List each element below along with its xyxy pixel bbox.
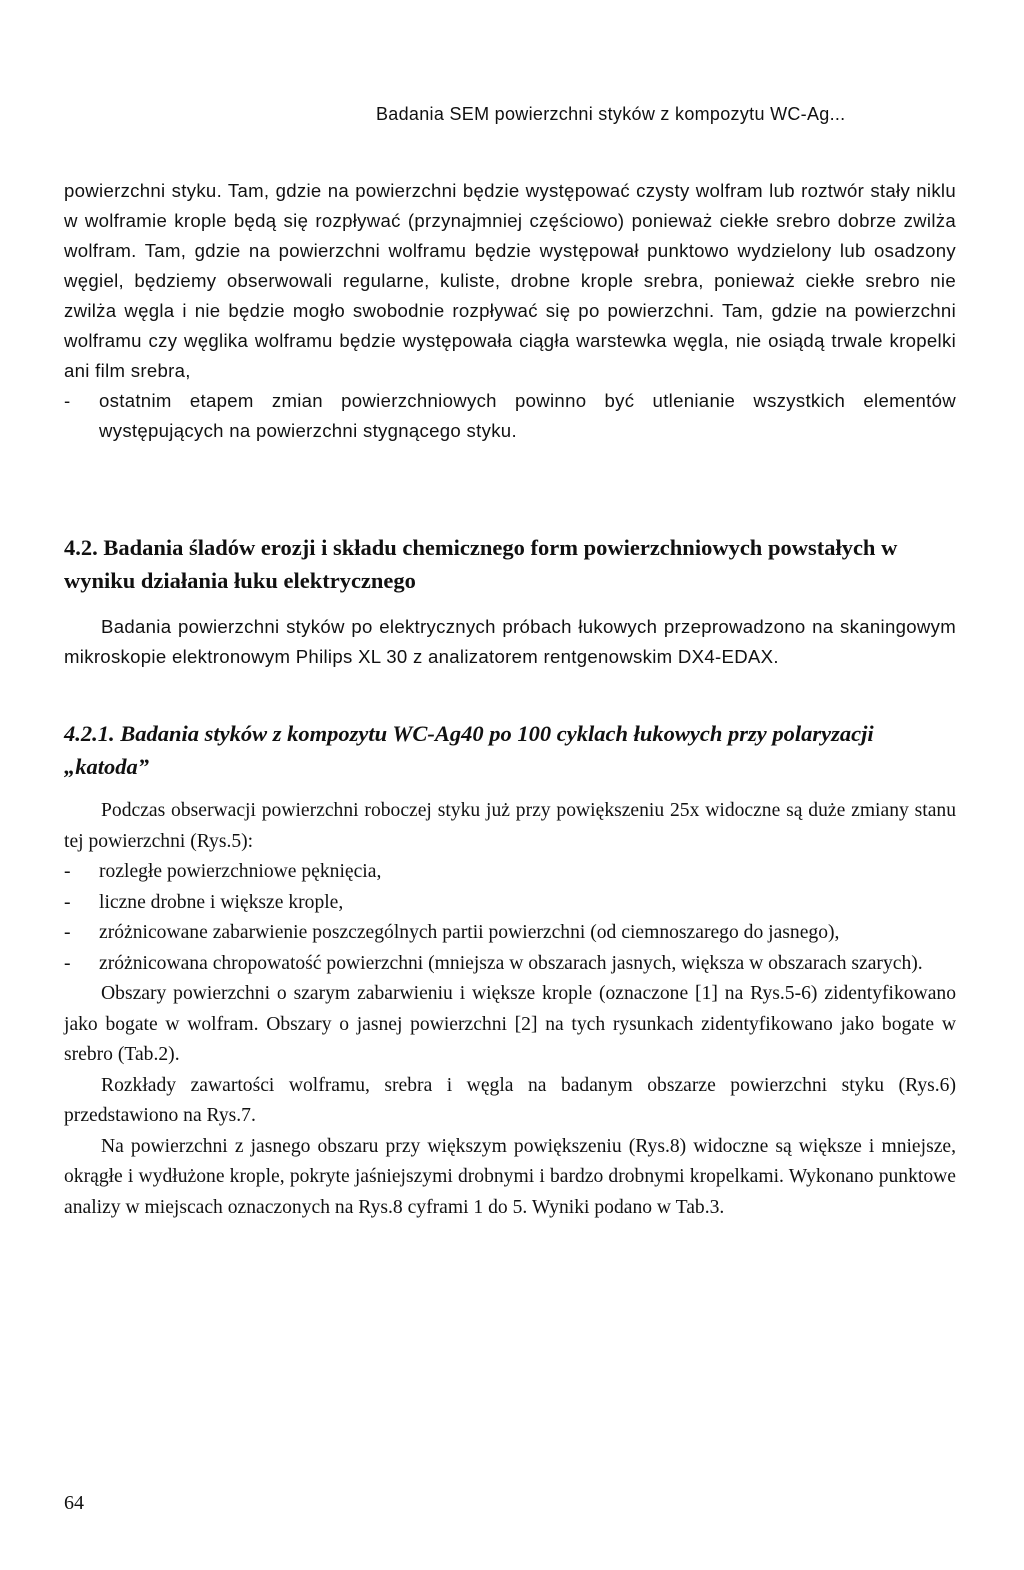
intro-list-item <box>64 386 956 446</box>
section-4-2-1-body <box>64 796 956 1223</box>
running-header: Badania SEM powierzchni styków z kompozytu WC-Ag... <box>376 104 846 124</box>
list-item-text: zróżnicowana chropowatość powierzchni (mniejsza w obszarach jasnych, większa w obszarach szarych). <box>99 952 923 974</box>
list-item <box>64 857 956 888</box>
list-item-text: liczne drobne i większe krople, <box>99 891 344 913</box>
list-item-text: ostatnim etapem zmian powierzchniowych powinno być utlenianie wszystkich elementów występujących na powierzchni stygnącego styku. <box>99 390 956 441</box>
subsection-intro: Podczas obserwacji powierzchni roboczej styku już przy powiększeniu 25x widoczne są duże zmiany stanu tej powierzchni (Rys.5): <box>64 800 956 852</box>
subsection-heading: 4.2.1. Badania styków z kompozytu WC-Ag40 po 100 cyklach łukowych przy polaryzacji „katoda” <box>64 721 874 779</box>
list-item-text: rozległe powierzchniowe pęknięcia, <box>99 861 382 882</box>
section-4-2-body <box>64 612 956 672</box>
list-dash: - <box>64 390 71 411</box>
page-number: 64 <box>64 1492 84 1514</box>
list-item <box>64 918 956 949</box>
list-dash: - <box>64 952 71 974</box>
list-dash: - <box>64 861 71 882</box>
section-4-2 <box>64 531 956 597</box>
list-dash: - <box>64 922 71 943</box>
list-dash: - <box>64 891 71 913</box>
section-heading: 4.2. Badania śladów erozji i składu chemicznego form powierzchniowych powstałych w wyniku działania łuku elektrycznego <box>64 535 898 593</box>
section-paragraph: Badania powierzchni styków po elektrycznych próbach łukowych przeprowadzono na skaningowym mikroskopie elektronowym Philips XL 30 z analizatorem rentgenowskim DX4-EDAX. <box>64 616 956 667</box>
intro-paragraph: powierzchni styku. Tam, gdzie na powierzchni będzie występować czysty wolfram lub roztwór stały niklu w wolframie krople będą się rozpływać (przynajmniej częściowo) ponieważ ciekłe srebro dobrze zwilża wolfram. Tam, gdzie na powierzchni wolframu będzie występował punktowo wydzielony lub osadzony węgiel, będziemy obserwowali regularne, kuliste, drobne krople srebra, ponieważ ciekłe srebro nie zwilża węgla i nie będzie mogło swobodnie rozpływać się po powierzchni. Tam, gdzie na powierzchni wolframu czy węglika wolframu będzie występowała ciągła warstewka węgla, nie osiądą trwale kropelki ani film srebra, <box>64 180 956 381</box>
section-4-2-1 <box>64 717 956 783</box>
body-paragraph: Obszary powierzchni o szarym zabarwieniu i większe krople (oznaczone [1] na Rys.5-6) zidentyfikowano jako bogate w wolfram. Obszary o jasnej powierzchni [2] na tych rysunkach zidentyfikowano jako bogate w srebro (Tab.2). <box>64 983 956 1065</box>
list-item-text: zróżnicowane zabarwienie poszczególnych partii powierzchni (od ciemnoszarego do jasnego), <box>99 922 840 943</box>
list-item <box>64 949 956 980</box>
list-item <box>64 888 956 919</box>
body-paragraph: Rozkłady zawartości wolframu, srebra i węgla na badanym obszarze powierzchni styku (Rys.6) przedstawiono na Rys.7. <box>64 1074 956 1126</box>
body-paragraph: Na powierzchni z jasnego obszaru przy większym powiększeniu (Rys.8) widoczne są większe i mniejsze, okrągłe i wydłużone krople, pokryte jaśniejszymi drobnymi i bardzo drobnymi kropelkami. Wykonano punktowe analizy w miejscach oznaczonych na Rys.8 cyframi 1 do 5. Wyniki podano w Tab.3. <box>64 1135 956 1218</box>
intro-block <box>64 176 956 446</box>
